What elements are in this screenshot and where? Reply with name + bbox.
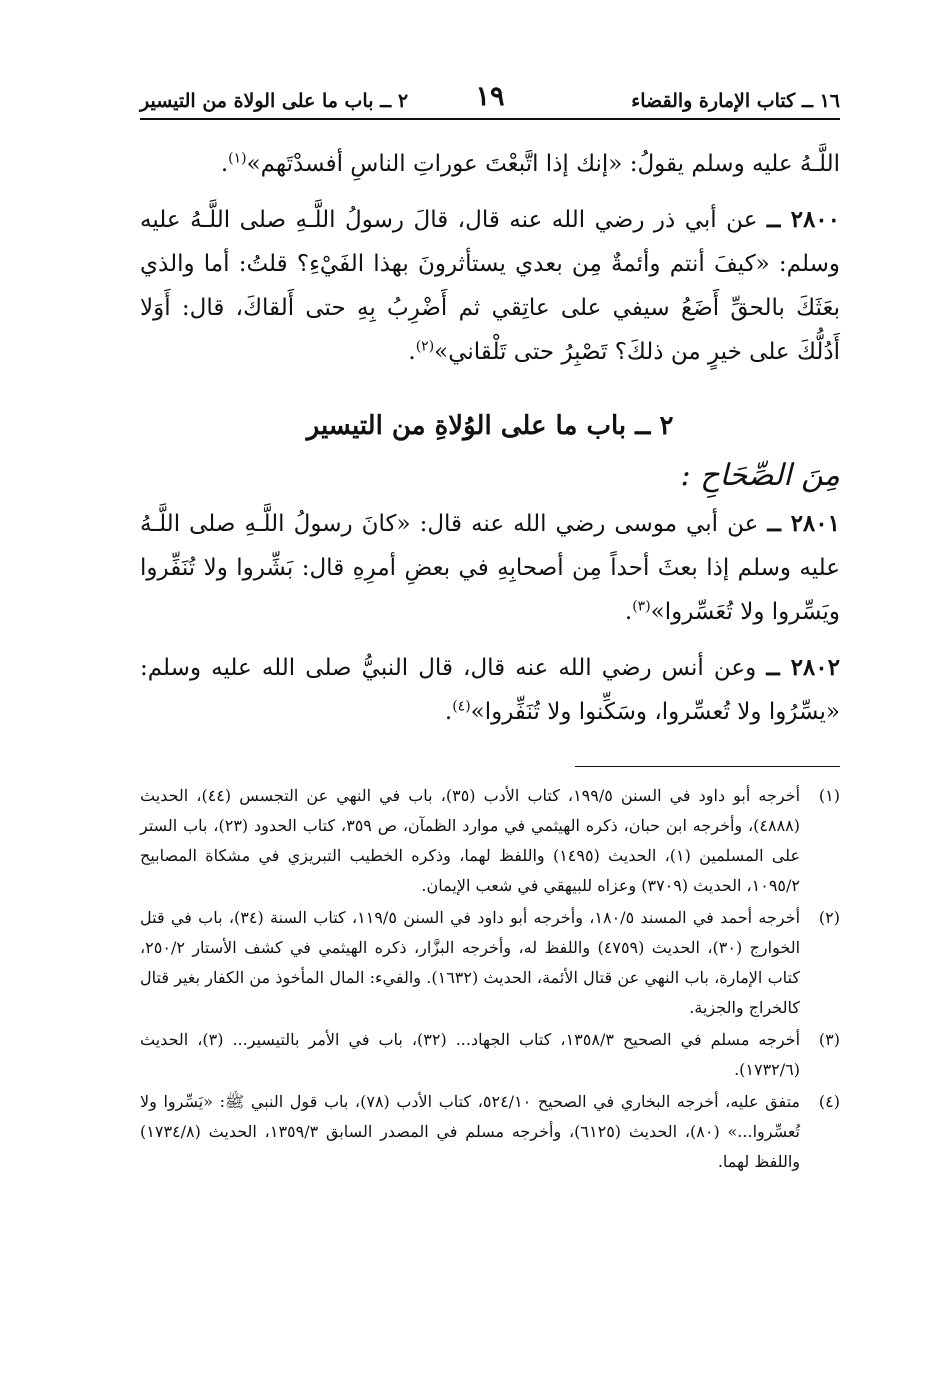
hadith-2802 — [140, 646, 840, 734]
hadith-end-2801: . — [624, 599, 633, 625]
page-number: ١٩ — [475, 81, 505, 112]
footnote-ref-2: (٢) — [415, 338, 435, 355]
continued-hadith-text: اللَّـهُ عليه وسلم يقولُ: «إنك إذا اتَّبعْتَ عوراتِ الناسِ أفسدْتَهم» — [246, 151, 840, 177]
continued-hadith — [140, 142, 840, 186]
footnote-ref-1: (١) — [228, 150, 247, 167]
footnote-1 — [140, 781, 840, 901]
footnote-mark: (١) — [818, 786, 840, 805]
hadith-text-2801: عن أبي موسى رضي الله عنه قال: «كانَ رسولُ اللَّـهِ صلى اللَّـهُ عليه وسلم إذا بعثَ أحداً مِن أصحابِهِ في بعضِ أمرِهِ قال: بَشِّروا ولا تُنَفِّروا ويَسِّروا ولا تُعَسِّروا» — [140, 511, 840, 625]
footnote-2 — [140, 903, 840, 1023]
footnote-ref-3: (٣) — [632, 598, 651, 615]
footnotes — [140, 781, 840, 1177]
hadith-2801 — [140, 502, 840, 634]
hadith-text-2802: وعن أنس رضي الله عنه قال، قال النبيُّ صلى الله عليه وسلم: «يسِّرُوا ولا تُعسِّروا، وسَكِّنوا ولا تُنَفِّروا» — [140, 655, 840, 725]
footnote-mark: (٣) — [818, 1030, 840, 1049]
hadith-2800 — [140, 198, 840, 374]
continued-hadith-end: . — [220, 151, 229, 177]
footnote-4 — [140, 1087, 840, 1177]
footnote-text: أخرجه أحمد في المسند ١٨٠/٥، وأخرجه أبو داود في السنن ١١٩/٥، كتاب السنة (٣٤)، باب في قتل الخوارج (٣٠)، الحديث (٤٧٥٩) واللفظ له، وأخرجه البزَّار، ذكره الهيثمي في كشف الأستار ٢٥٠/٢، كتاب الإمارة، باب النهي عن قتال الأئمة، الحديث (١٦٣٢). والفيء: المال المأخوذ من الكفار بغير قتال كالخراج والجزية. — [140, 908, 801, 1017]
hadith-number-2801: ٢٨٠١ ــ — [767, 510, 840, 537]
footnote-mark: (٢) — [818, 908, 840, 927]
footnote-text: أخرجه مسلم في الصحيح ١٣٥٨/٣، كتاب الجهاد... (٣٢)، باب في الأمر بالتيسير... (٣)، الحديث (١٧٣٢/٦). — [140, 1030, 801, 1079]
footnote-divider — [575, 766, 840, 767]
footnote-3 — [140, 1025, 840, 1085]
footnote-text: أخرجه أبو داود في السنن ١٩٩/٥، كتاب الأدب (٣٥)، باب في النهي عن التجسس (٤٤)، الحديث (٤٨٨٨)، وأخرجه ابن حبان، ذكره الهيثمي في موارد الظمآن، ص ٣٥٩، كتاب الحدود (٢٣)، باب الستر على المسلمين (١)، الحديث (١٤٩٥) واللفظ لهما، وذكره الخطيب التبريزي في مشكاة المصابيح ١٠٩٥/٢، الحديث (٣٧٠٩) وعزاه للبيهقي في شعب الإيمان. — [140, 786, 801, 895]
sub-heading: مِنَ الصِّحَاحِ : — [680, 458, 840, 493]
book-page — [140, 81, 841, 1334]
hadith-text-2800: عن أبي ذر رضي الله عنه قال، قالَ رسولُ اللَّـهِ صلى اللَّـهُ عليه وسلم: «كيفَ أنتم وأئمةٌ مِن بعدي يستأثرونَ بهذا الفَيْءِ؟ قلتُ: أما والذي بعَثَكَ بالحقِّ أَضَعُ سيفي على عاتِقي ثم أَضْرِبُ بِهِ حتى أَلقاكَ، قال: أَوَلا أَدُلُّكَ على خيرٍ من ذلكَ؟ تَصْبِرُ حتى تَلْقاني» — [140, 207, 840, 365]
footnote-mark: (٤) — [818, 1092, 840, 1111]
footnote-text: متفق عليه، أخرجه البخاري في الصحيح ٥٢٤/١٠، كتاب الأدب (٧٨)، باب قول النبي ﷺ: «يَسِّروا ولا تُعسِّروا...» (٨٠)، الحديث (٦١٢٥)، وأخرجه مسلم في المصدر السابق ١٣٥٩/٣، الحديث (١٧٣٤/٨) واللفظ لهما. — [140, 1092, 801, 1171]
footnote-ref-4: (٤) — [452, 698, 471, 715]
hadith-number-2800: ٢٨٠٠ ــ — [766, 206, 841, 233]
hadith-number-2802: ٢٨٠٢ ــ — [766, 654, 840, 681]
main-text — [140, 142, 840, 734]
hadith-end-2802: . — [444, 699, 453, 725]
section-title: ٢ ــ باب ما على الوُلاةِ من التيسير — [306, 411, 674, 441]
running-header — [140, 81, 840, 120]
header-chapter-title: ٢ ــ باب ما على الولاة من التيسير — [140, 90, 409, 112]
header-book-title: ١٦ ــ كتاب الإمارة والقضاء — [631, 90, 840, 112]
hadith-end-2800: . — [408, 339, 416, 365]
